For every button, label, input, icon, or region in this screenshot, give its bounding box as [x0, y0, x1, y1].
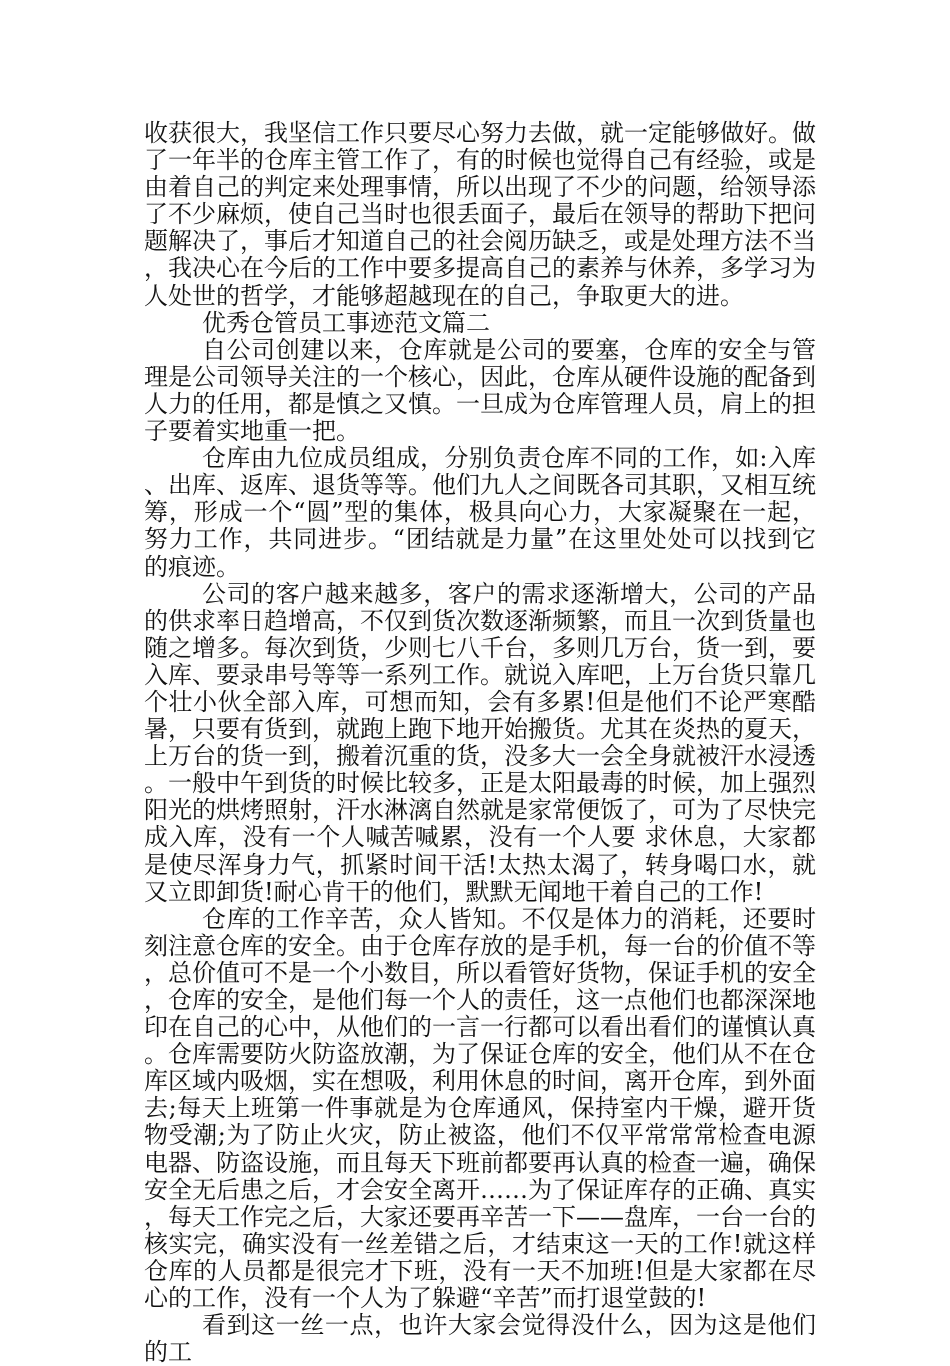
- paragraph: 看到这一丝一点，也许大家会觉得没什么，因为这是他们的工: [144, 1311, 816, 1366]
- paragraph-continuation: 收获很大，我坚信工作只要尽心努力去做，就一定能够做好。做了一年半的仓库主管工作了，有的时候也觉得自己有经验，或是由着自己的判定来处理事情，所以出现了不少的问题，给领导添了不少麻烦，使自己当时也很丢面子，最后在领导的帮助下把问题解决了，事后才知道自己的社会阅历缺乏，或是处理方法不当，我决心在今后的工作中要多提高自己的素养与休养，多学习为人处世的哲学，才能够超越现在的自己，争取更大的进。: [144, 119, 816, 310]
- paragraph: 自公司创建以来，仓库就是公司的要塞，仓库的安全与管理是公司领导关注的一个核心，因此，仓库从硬件设施的配备到人力的任用，都是慎之又慎。一旦成为仓库管理人员，肩上的担子要着实地重一把。: [144, 335, 816, 446]
- paragraph: 仓库的工作辛苦，众人皆知。不仅是体力的消耗，还要时刻注意仓库的安全。由于仓库存放的是手机，每一台的价值不等，总价值可不是一个小数目，所以看管好货物，保证手机的安全，仓库的安全，是他们每一个人的责任，这一点他们也都深深地印在自己的心中，从他们的一言一行都可以看出看们的谨慎认真。仓库需要防火防盗放潮，为了保证仓库的安全，他们从不在仓库区域内吸烟，实在想吸，利用休息的时间，离开仓库，到外面去;每天上班第一件事就是为仓库通风，保持室内干燥，避开货物受潮;为了防止火灾，防止被盗，他们不仅平常常常检查电源电器、防盗设施，而且每天下班前都要再认真的检查一遍，确保安全无后患之后，才会安全离开……为了保证库存的正确、真实，每天工作完之后，大家还要再辛苦一下——盘库，一台一台的核实完，确实没有一丝差错之后，才结束这一天的工作!就这样仓库的人员都是很完才下班，没有一天不加班!但是大家都在尽心的工作，没有一个人为了躲避“辛苦”而打退堂鼓的!: [144, 904, 816, 1313]
- section-heading: 优秀仓管员工事迹范文篇二: [202, 308, 490, 337]
- paragraph: 仓库由九位成员组成，分别负责仓库不同的工作，如:入库、出库、返库、退货等等。他们九人之间既各司其职，又相互统筹，形成一个“圆”型的集体，极具向心力，大家凝聚在一起，努力工作，共同进步。“团结就是力量”在这里处处可以找到它的痕迹。: [144, 444, 816, 581]
- paragraph: 公司的客户越来越多，客户的需求逐渐增大，公司的产品的供求率日趋增高，不仅到货次数逐渐频繁，而且一次到货量也随之增多。每次到货，少则七八千台，多则几万台，货一到，要入库、要录串号等等一系列工作。就说入库吧，上万台货只靠几个壮小伙全部入库，可想而知，会有多累!但是他们不论严寒酷暑，只要有货到，就跑上跑下地开始搬货。尤其在炎热的夏天，上万台的货一到，搬着沉重的货，没多大一会全身就被汗水浸透。一般中午到货的时候比较多，正是太阳最毒的时候，加上强烈阳光的烘烤照射，汗水淋漓自然就是家常便饭了，可为了尽快完成入库，没有一个人喊苦喊累，没有一个人要 求休息，大家都是使尽浑身力气，抓紧时间干活!太热太渴了，转身喝口水，就又立即卸货!耐心肯干的他们，默默无闻地干着自己的工作!: [144, 579, 816, 906]
- document-body: [144, 120, 816, 1366]
